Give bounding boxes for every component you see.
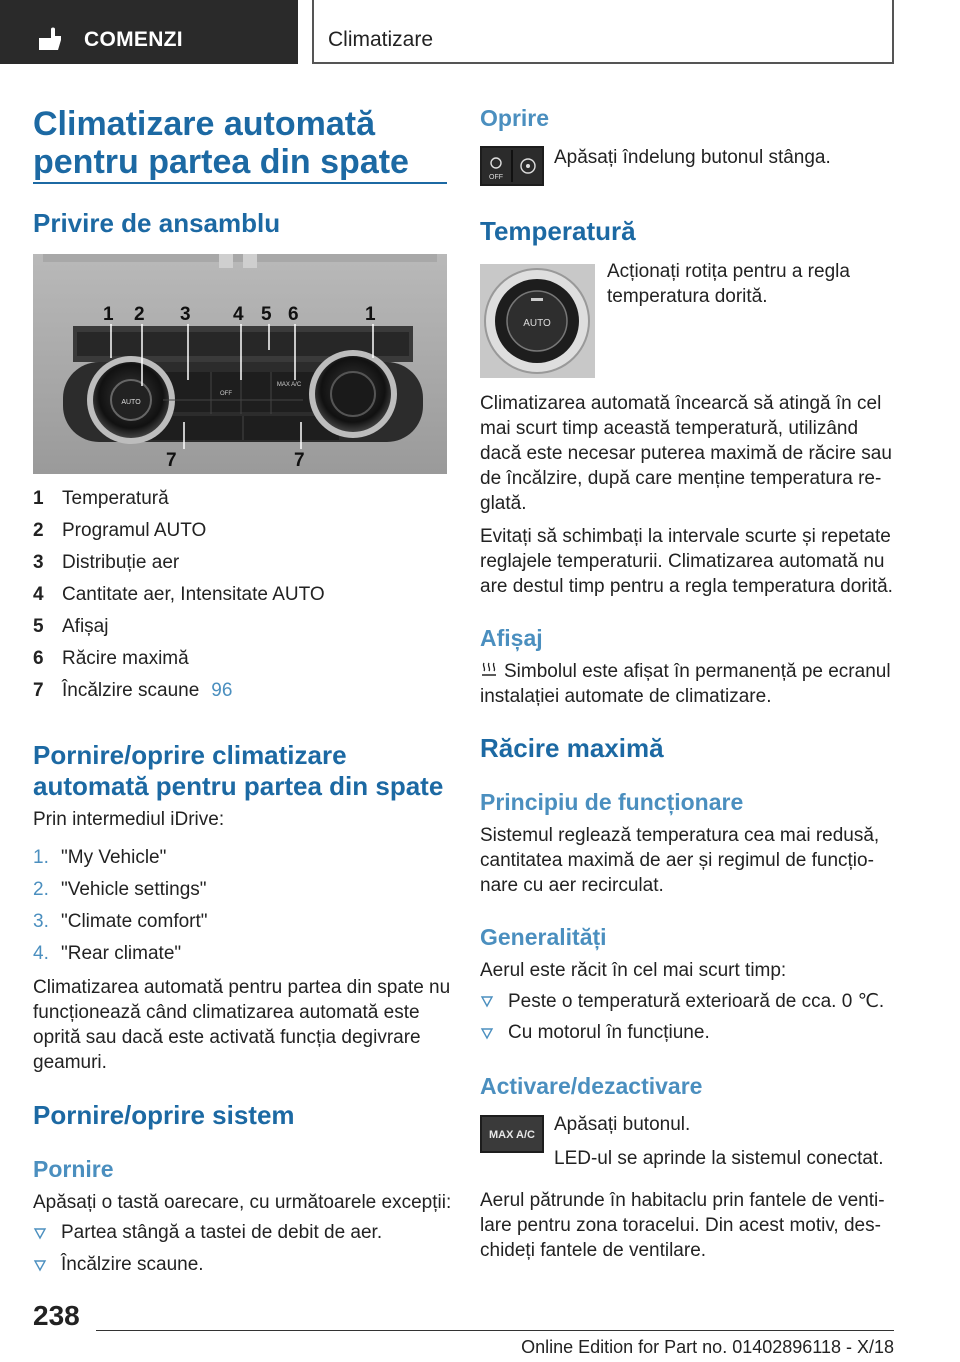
panel-label: 2 [134,304,145,325]
general-text: Aerul este răcit în cel mai scurt timp: [480,960,787,981]
activate-text-2: LED-ul se aprinde la sistemul conectat. [554,1148,884,1169]
max-ac-button-label: MAX A/C [488,1129,536,1141]
display-text: Simbolul este afișat în permanență pe ecranul instalației automate de climatizare. [480,661,891,707]
temperature-instruction: Acționați rotița pentru a regla temperatura dorită. [607,261,850,307]
off-fan-button-image [480,146,544,186]
stop-text: Apăsați îndelung butonul stânga. [554,147,831,168]
onoff-heading: Pornire/oprire climatizare automată pentru partea din spate [33,740,444,801]
activate-heading: Activare/dezactivare [480,1073,703,1099]
panel-off-label: OFF [220,391,232,397]
activate-text-1: Apăsați butonul. [554,1114,691,1135]
knob-auto-label: AUTO [523,318,551,329]
rear-climate-panel-image [33,254,447,474]
start-text: Apăsați o tastă oarecare, cu următoarele excepții: [33,1192,452,1213]
seat-heating-symbol-icon [480,661,498,679]
panel-label: 4 [233,304,244,325]
section-tab[interactable] [0,0,298,64]
footer-rule [96,1330,894,1331]
page-title: Climatizare automată pentru partea din spate [33,105,409,181]
principle-text: Sistemul reglează temperatura cea mai redusă, cantitatea maximă de aer și regimul de funcțio- nare cu aer recirculat. [480,825,880,896]
triangle-bullet-icon [480,994,494,1008]
max-ac-button-image [480,1115,544,1153]
general-heading: Generalități [480,924,607,950]
temperature-paragraph-2: Evitați să schimbați la intervale scurte și repetate reglajele temperaturii. Climatizarea automată nu are destul timp pentru a regla temperatura dorită. [480,526,893,597]
idrive-intro: Prin intermediul iDrive: [33,809,225,830]
chapter-header [312,0,894,64]
triangle-bullet-icon [480,1026,494,1040]
max-cooling-heading: Răcire maximă [480,733,664,763]
title-rule [33,182,447,184]
temperature-heading: Temperatură [480,216,636,246]
panel-label: 7 [294,450,305,471]
principle-heading: Principiu de funcționare [480,789,744,815]
overview-heading: Privire de ansamblu [33,208,281,238]
display-heading: Afișaj [480,625,543,651]
triangle-bullet-icon [33,1258,47,1272]
start-heading: Pornire [33,1156,114,1182]
section-tab-label: COMENZI [84,28,183,51]
air-flow-text: Aerul pătrunde în habitaclu prin fantele de venti- lare pentru zona toracelui. Din acest motiv, des- chideți fantele de ventilare. [480,1190,885,1261]
triangle-bullet-icon [33,1226,47,1240]
stop-heading: Oprire [480,105,550,131]
panel-maxac-label: MAX A/C [276,382,302,388]
panel-label: 7 [166,450,177,471]
panel-label: 1 [365,304,376,325]
chapter-title: Climatizare [328,28,434,51]
edition-footer: Online Edition for Part no. 01402896118 - X/18 [521,1337,894,1357]
hand-pointer-icon [36,24,66,54]
system-heading: Pornire/oprire sistem [33,1100,295,1130]
temperature-knob-image [480,264,595,378]
svg-text:OFF: OFF [489,174,503,181]
temperature-paragraph-1: Climatizarea automată încearcă să atingă în cel mai scurt timp această temperatură, utilizând dacă este necesar puterea maximă de răcire sau de încălzire, după care menține temperatura re- glată. [480,393,892,514]
panel-label: 3 [180,304,191,325]
panel-label: 6 [288,304,299,325]
rear-climate-note: Climatizarea automată pentru partea din spate nu funcționează când climatizarea automată este oprită sau dacă este activată funcția degivrare geamuri. [33,977,451,1073]
panel-auto-label: AUTO [121,399,141,406]
panel-label: 1 [103,304,114,325]
page-ref-link[interactable]: 96 [211,680,233,701]
page-number: 238 [33,1300,80,1331]
panel-label: 5 [261,304,272,325]
